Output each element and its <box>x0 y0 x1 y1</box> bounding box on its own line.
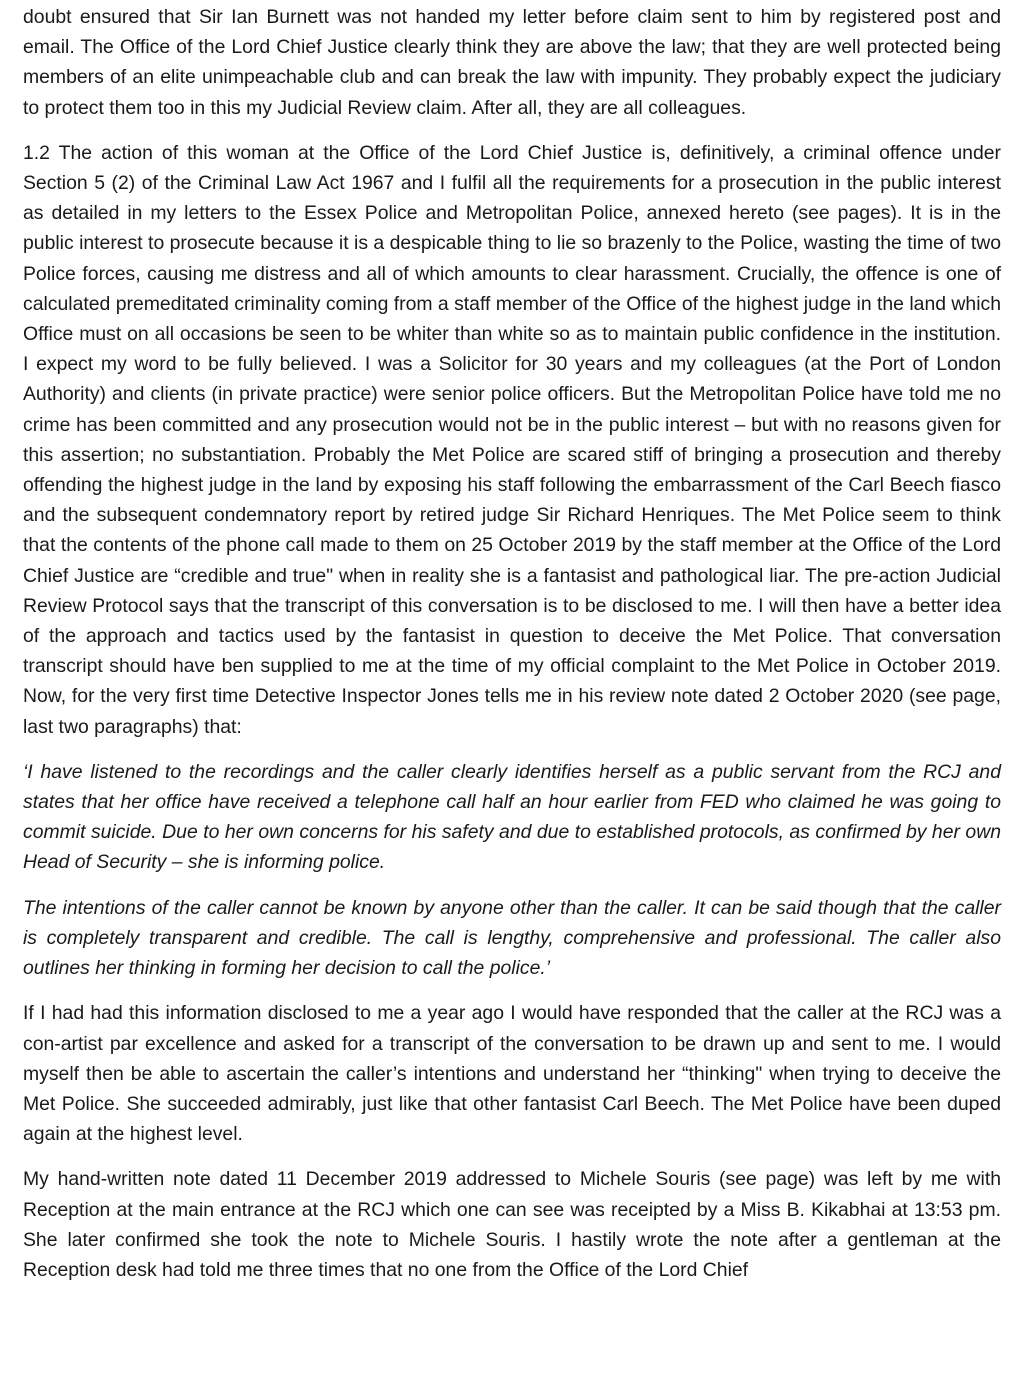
paragraph-intro-continuation: doubt ensured that Sir Ian Burnett was not handed my letter before claim sent to him by registered post and email. The Office of the Lord Chief Justice clearly think they are above the law; that they are well protected being members of an elite unimpeachable club and can break the law with impunity. They probably expect the judiciary to protect them too in this my Judicial Review claim. After all, they are all colleagues. <box>23 6 1001 119</box>
paragraph-handwritten-note: My hand-written note dated 11 December 2019 addressed to Michele Souris (see page) was left by me with Reception at the main entrance at the RCJ which one can see was receipted by a Miss B. Kikabhai at 13:53 pm. She later confirmed she took the note to Michele Souris. I hastily wrote the note after a gentleman at the Reception desk had told me three times that no one from the Office of the Lord Chief <box>23 1168 1001 1281</box>
paragraph-disclosure: If I had had this information disclosed to me a year ago I would have responded that the caller at the RCJ was a con-artist par excellence and asked for a transcript of the conversation to be drawn up and sent to me. I would myself then be able to ascertain the caller’s intentions and understand her “thinking" when trying to deceive the Met Police. She succeeded admirably, just like that other fantasist Carl Beech. The Met Police have been duped again at the highest level. <box>23 1002 1001 1146</box>
paragraph-1-2: 1.2 The action of this woman at the Office of the Lord Chief Justice is, definitively, a criminal offence under Section 5 (2) of the Criminal Law Act 1967 and I fulfil all the requirements for a prosecution in the public interest as detailed in my letters to the Essex Police and Metropolitan Police, annexed hereto (see pages). It is in the public interest to prosecute because it is a despicable thing to lie so brazenly to the Police, wasting the time of two Police forces, causing me distress and all of which amounts to clear harassment. Crucially, the offence is one of calculated premeditated criminality coming from a staff member of the Office of the highest judge in the land which Office must on all occasions be seen to be whiter than white so as to maintain public confidence in the institution. I expect my word to be fully believed. I was a Solicitor for 30 years and my colleagues (at the Port of London Authority) and clients (in private practice) were senior police officers. But the Metropolitan Police have told me no crime has been committed and any prosecution would not be in the public interest – but with no reasons given for this assertion; no substantiation. Probably the Met Police are scared stiff of bringing a prosecution and thereby offending the highest judge in the land by exposing his staff following the embarrassment of the Carl Beech fiasco and the subsequent condemnatory report by retired judge Sir Richard Henriques. The Met Police seem to think that the contents of the phone call made to them on 25 October 2019 by the staff member at the Office of the Lord Chief Justice are “credible and true" when in reality she is a fantasist and pathological liar. The pre-action Judicial Review Protocol says that the transcript of this conversation is to be disclosed to me. I will then have a better idea of the approach and tactics used by the fantasist in question to deceive the Met Police. That conversation transcript should have ben supplied to me at the time of my official complaint to the Met Police in October 2019. Now, for the very first time Detective Inspector Jones tells me in his review note dated 2 October 2020 (see page, last two paragraphs) that: <box>23 141 1001 738</box>
document-page <box>23 2 1001 1300</box>
quote-paragraph-intentions: The intentions of the caller cannot be known by anyone other than the caller. It can be said though that the caller is completely transparent and credible. The call is lengthy, comprehensive and professional. The caller also outlines her thinking in forming her decision to call the police.’ <box>23 896 1001 980</box>
quote-paragraph-recordings: ‘I have listened to the recordings and the caller clearly identifies herself as a public servant from the RCJ and states that her office have received a telephone call half an hour earlier from FED who claimed he was going to commit suicide. Due to her own concerns for his safety and due to established protocols, as confirmed by her own Head of Security – she is informing police. <box>23 760 1001 874</box>
